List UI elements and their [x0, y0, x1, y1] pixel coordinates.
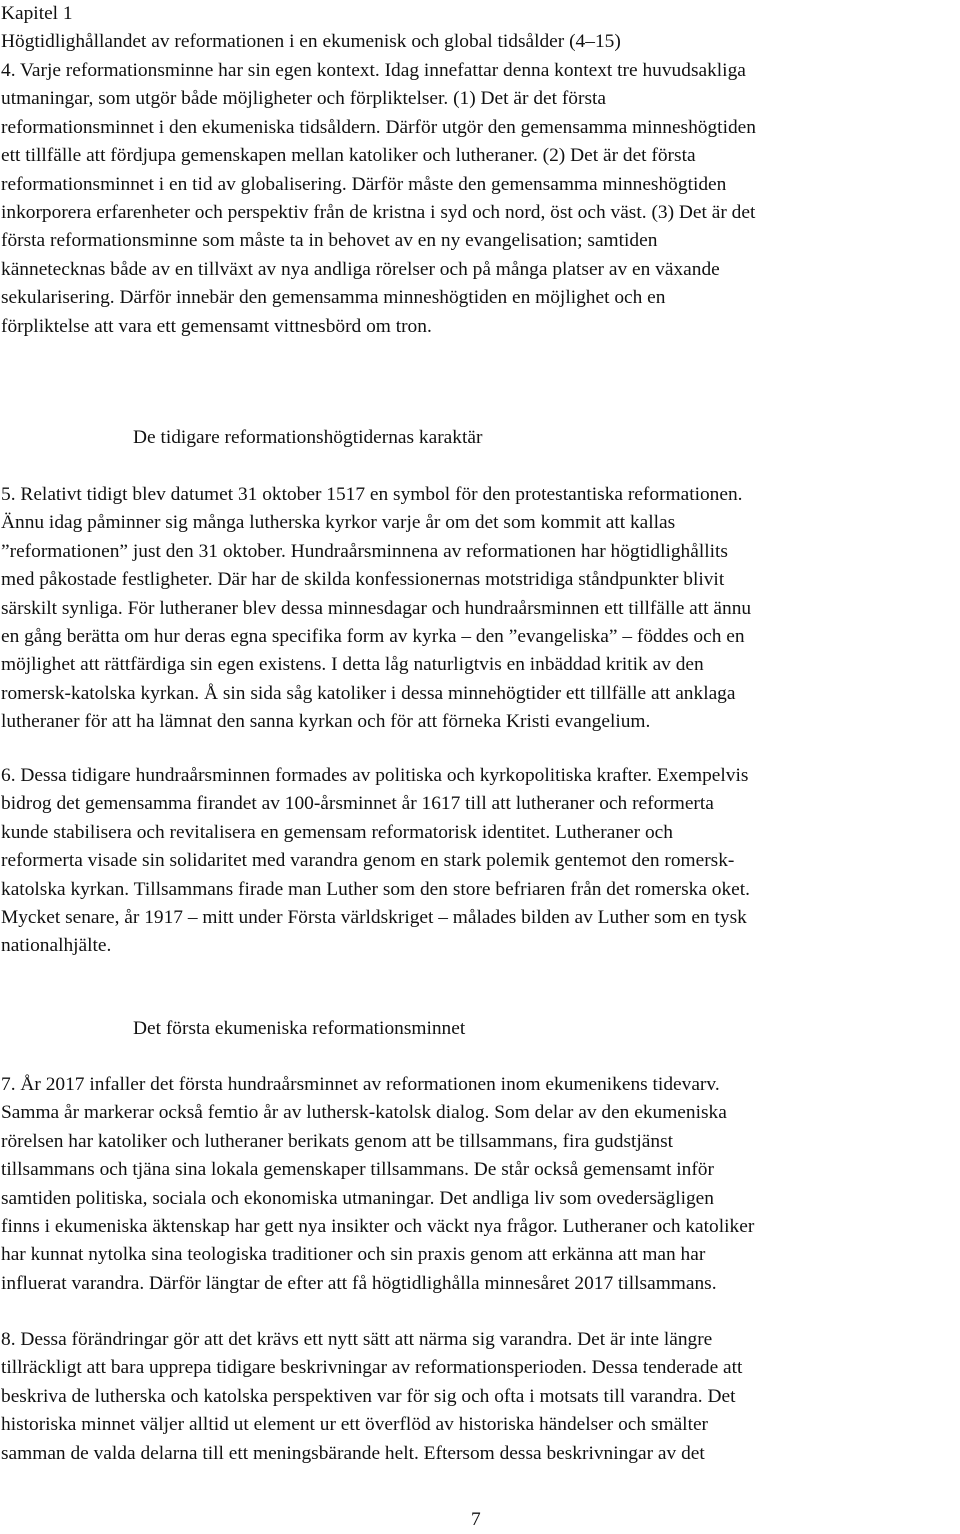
section-heading: Det första ekumeniska reformationsminnet [133, 1018, 466, 1039]
paragraph-8 [1, 1326, 956, 1468]
text-line: utmaningar, som utgör både möjligheter och förpliktelser. (1) Det är det första [1, 88, 607, 110]
chapter-title: Högtidlighållandet av reformationen i en ekumenisk och global tidsålder (4–15) [1, 31, 621, 53]
paragraph-4 [1, 57, 956, 341]
section-heading: De tidigare reformationshögtidernas karaktär [133, 427, 483, 448]
text-line: kännetecknas både av en tillväxt av nya andliga rörelser och på många platser av en växande [1, 258, 720, 280]
text-line: reformationsminnet i en tid av globalisering. Därför måste den gemensamma minneshögtiden [1, 173, 727, 195]
text-line: romersk-katolska kyrkan. Å sin sida såg katoliker i dessa minnehögtider ett tillfälle att anklaga [1, 682, 736, 704]
text-line: särskilt synliga. För lutheraner blev dessa minnesdagar och hundraårsminnen ett tillfälle att ännu [1, 597, 752, 619]
text-line: samtiden politiska, sociala och ekonomiska utmaningar. Det andliga liv som ovedersägligen [1, 1187, 714, 1209]
text-line: samman de valda delarna till ett meningsbärande helt. Eftersom dessa beskrivningar av det [1, 1442, 705, 1464]
text-line: reformationsminnet i den ekumeniska tidsåldern. Därför utgör den gemensamma minneshögtiden [1, 116, 756, 138]
text-line: finns i ekumeniska äktenskap har gett nya insikter och väckt nya frågor. Lutheraner och katoliker [1, 1216, 755, 1238]
paragraph-5 [1, 481, 956, 737]
text-line: Mycket senare, år 1917 – mitt under Första världskriget – målades bilden av Luther som en tysk [1, 907, 747, 929]
text-line: kunde stabilisera och revitalisera en gemensam reformatorisk identitet. Lutheraner och [1, 821, 673, 843]
chapter-label: Kapitel 1 [1, 3, 73, 24]
text-line: inkorporera erfarenheter och perspektiv från de kristna i syd och nord, öst och väst. (3) Det är det [1, 202, 756, 224]
text-line: en gång berätta om hur deras egna specifika form av kyrka – den ”evangeliska” – föddes och en [1, 626, 745, 648]
paragraph-7 [1, 1071, 956, 1298]
text-line: möjlighet att rättfärdiga sin egen existens. I detta låg naturligtvis en inbäddad kritik av den [1, 654, 704, 676]
paragraph-6 [1, 762, 956, 961]
text-line: har kunnat nytolka sina teologiska traditioner och sin praxis genom att erkänna att man har [1, 1244, 706, 1266]
chapter-header [1, 0, 956, 57]
text-line: 8. Dessa förändringar gör att det krävs ett nytt sätt att närma sig varandra. Det är inte längre [1, 1329, 713, 1350]
text-line: Samma år markerar också femtio år av luthersk-katolsk dialog. Som delar av den ekumeniska [1, 1102, 727, 1124]
text-line: 5. Relativt tidigt blev datumet 31 oktober 1517 en symbol för den protestantiska reformationen. [1, 484, 743, 505]
text-line: rörelsen har katoliker och lutheraner berikats genom att be tillsammans, fira gudstjänst [1, 1130, 673, 1152]
text-line: tillsammans och tjäna sina lokala gemenskaper tillsammans. De står också gemensamt inför [1, 1159, 714, 1181]
text-line: tillräckligt att bara upprepa tidigare beskrivningar av reformationsperioden. Dessa tenderade att [1, 1357, 743, 1379]
text-line: nationalhjälte. [1, 935, 112, 957]
text-line: ett tillfälle att fördjupa gemenskapen mellan katoliker och lutheraner. (2) Det är det första [1, 145, 696, 167]
text-line: 6. Dessa tidigare hundraårsminnen formades av politiska och kyrkopolitiska krafter. Exempelvis [1, 765, 749, 786]
text-line: bidrog det gemensamma firandet av 100-årsminnet år 1617 till att lutheraner och reformerta [1, 793, 714, 815]
page-number: 7 [471, 1509, 481, 1530]
text-line: katolska kyrkan. Tillsammans firade man Luther som den store befriaren från det romerska oket. [1, 878, 751, 900]
text-line: lutheraner för att ha lämnat den sanna kyrkan och för att förneka Kristi evangelium. [1, 711, 651, 733]
text-line: med påkostade festligheter. Där har de skilda konfessionernas motstridiga ståndpunkter blivit [1, 569, 725, 591]
text-line: förpliktelse att vara ett gemensamt vittnesbörd om tron. [1, 315, 432, 337]
text-line: historiska minnet väljer alltid ut element ur ett överflöd av historiska händelser och smälter [1, 1414, 709, 1436]
text-line: 4. Varje reformationsminne har sin egen kontext. Idag innefattar denna kontext tre huvudsakliga [1, 60, 746, 81]
text-line: beskriva de lutherska och katolska perspektiven var för sig och ofta i motsats till varandra. Det [1, 1385, 736, 1407]
text-line: reformerta visade sin solidaritet med varandra genom en stark polemik gentemot den romersk- [1, 850, 735, 872]
text-line: första reformationsminne som måste ta in behovet av en ny evangelisation; samtiden [1, 230, 658, 252]
text-line: sekularisering. Därför innebär den gemensamma minneshögtiden en möjlighet och en [1, 287, 666, 309]
text-line: influerat varandra. Därför längtar de efter att få högtidlighålla minnesåret 2017 tillsammans. [1, 1272, 717, 1294]
text-line: 7. År 2017 infaller det första hundraårsminnet av reformationen inom ekumenikens tidevarv. [1, 1074, 720, 1095]
text-line: Ännu idag påminner sig många lutherska kyrkor varje år om det som kommit att kallas [1, 512, 676, 534]
text-line: ”reformationen” just den 31 oktober. Hundraårsminnena av reformationen har högtidlighållits [1, 540, 728, 562]
